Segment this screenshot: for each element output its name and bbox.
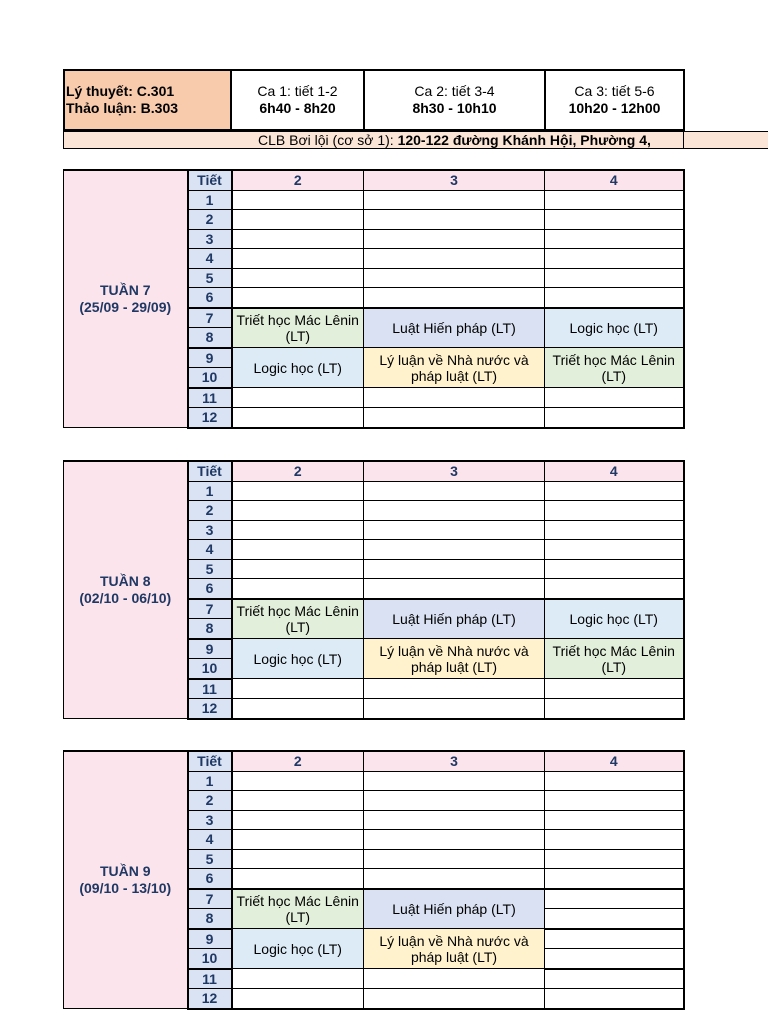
period-number: 4: [188, 830, 232, 850]
empty-cell: [545, 540, 684, 560]
empty-cell: [364, 229, 545, 249]
empty-cell: [232, 249, 364, 269]
class-cell[interactable]: Triết học Mác Lênin (LT): [545, 348, 684, 388]
empty-cell: [232, 699, 364, 719]
swim-club-row: [63, 131, 768, 149]
empty-cell: [545, 520, 684, 540]
empty-cell: [364, 579, 545, 599]
shift-1-time: 6h40 - 8h20: [259, 100, 336, 116]
week-label: [64, 461, 188, 719]
empty-cell: [545, 849, 684, 869]
day-header: 3: [364, 170, 545, 190]
shift-2-name: Ca 2: tiết 3-4: [414, 83, 495, 99]
empty-cell: [232, 810, 364, 830]
empty-cell: [364, 210, 545, 230]
empty-cell: [232, 559, 364, 579]
class-cell[interactable]: Lý luận về Nhà nước và pháp luật (LT): [364, 929, 545, 969]
empty-cell: [364, 408, 545, 428]
empty-cell: [545, 869, 684, 889]
class-cell[interactable]: Logic học (LT): [232, 348, 364, 388]
empty-cell: [545, 909, 684, 929]
empty-cell: [232, 771, 364, 791]
week-title: TUẦN 8: [99, 573, 151, 589]
header-table: [63, 69, 685, 131]
empty-cell: [232, 229, 364, 249]
empty-cell: [232, 481, 364, 501]
class-cell[interactable]: Luật Hiến pháp (LT): [364, 308, 545, 348]
week-title: TUẦN 7: [99, 282, 151, 298]
period-number: 8: [188, 619, 232, 639]
swim-club-address: 120-122 đường Khánh Hội, Phường 4,: [397, 132, 651, 148]
period-number: 5: [188, 559, 232, 579]
empty-cell: [232, 791, 364, 811]
empty-cell: [232, 540, 364, 560]
class-cell[interactable]: Logic học (LT): [232, 639, 364, 679]
empty-cell: [545, 699, 684, 719]
period-number: 10: [188, 368, 232, 388]
empty-cell: [364, 830, 545, 850]
day-header: 2: [232, 751, 364, 771]
empty-cell: [545, 229, 684, 249]
empty-cell: [545, 501, 684, 521]
period-number: 10: [188, 949, 232, 969]
period-number: 3: [188, 810, 232, 830]
week-label: [64, 751, 188, 1009]
empty-cell: [364, 520, 545, 540]
empty-cell: [364, 869, 545, 889]
empty-cell: [232, 679, 364, 699]
shift-2: [364, 70, 545, 130]
shift-1: [231, 70, 364, 130]
shift-3: [545, 70, 684, 130]
empty-cell: [364, 559, 545, 579]
empty-cell: [364, 190, 545, 210]
empty-cell: [545, 889, 684, 909]
empty-cell: [545, 791, 684, 811]
empty-cell: [545, 210, 684, 230]
class-cell[interactable]: Luật Hiến pháp (LT): [364, 889, 545, 929]
period-number: 11: [188, 388, 232, 408]
period-number: 2: [188, 210, 232, 230]
empty-cell: [364, 810, 545, 830]
period-number: 9: [188, 639, 232, 659]
period-number: 8: [188, 909, 232, 929]
empty-cell: [232, 989, 364, 1009]
period-number: 1: [188, 190, 232, 210]
week-label: [64, 170, 188, 428]
period-number: 4: [188, 249, 232, 269]
period-number: 1: [188, 771, 232, 791]
day-header: 4: [545, 170, 684, 190]
period-number: 2: [188, 791, 232, 811]
empty-cell: [232, 388, 364, 408]
period-number: 5: [188, 268, 232, 288]
empty-cell: [232, 520, 364, 540]
empty-cell: [364, 540, 545, 560]
week-dates: (09/10 - 13/10): [79, 880, 172, 896]
empty-cell: [545, 579, 684, 599]
empty-cell: [364, 481, 545, 501]
empty-cell: [364, 989, 545, 1009]
class-cell[interactable]: Triết học Mác Lênin (LT): [545, 639, 684, 679]
period-number: 8: [188, 328, 232, 348]
empty-cell: [545, 949, 684, 969]
week-table: [63, 460, 685, 720]
period-number: 12: [188, 699, 232, 719]
empty-cell: [545, 481, 684, 501]
period-number: 12: [188, 989, 232, 1009]
tiet-header: Tiết: [188, 751, 232, 771]
discussion-room: Thảo luận: B.303: [66, 100, 179, 116]
shift-3-time: 10h20 - 12h00: [568, 100, 661, 116]
empty-cell: [545, 408, 684, 428]
empty-cell: [545, 388, 684, 408]
empty-cell: [232, 869, 364, 889]
period-number: 11: [188, 679, 232, 699]
class-cell[interactable]: Logic học (LT): [232, 929, 364, 969]
period-number: 10: [188, 659, 232, 679]
period-number: 1: [188, 481, 232, 501]
empty-cell: [545, 929, 684, 949]
empty-cell: [232, 501, 364, 521]
empty-cell: [364, 969, 545, 989]
empty-cell: [545, 810, 684, 830]
period-number: 6: [188, 288, 232, 308]
class-cell[interactable]: Lý luận về Nhà nước và pháp luật (LT): [364, 348, 545, 388]
shift-2-time: 8h30 - 10h10: [412, 100, 497, 116]
empty-cell: [545, 989, 684, 1009]
empty-cell: [364, 699, 545, 719]
period-number: 9: [188, 348, 232, 368]
tiet-header: Tiết: [188, 461, 232, 481]
period-number: 9: [188, 929, 232, 949]
period-number: 4: [188, 540, 232, 560]
tiet-header: Tiết: [188, 170, 232, 190]
empty-cell: [545, 679, 684, 699]
week-title: TUẦN 9: [99, 863, 151, 879]
empty-cell: [364, 501, 545, 521]
empty-cell: [232, 408, 364, 428]
empty-cell: [545, 830, 684, 850]
empty-cell: [364, 388, 545, 408]
day-header: 4: [545, 751, 684, 771]
empty-cell: [232, 969, 364, 989]
period-number: 6: [188, 579, 232, 599]
period-number: 11: [188, 969, 232, 989]
period-number: 7: [188, 599, 232, 619]
period-number: 5: [188, 849, 232, 869]
swim-club-text: [258, 132, 651, 149]
empty-cell: [364, 288, 545, 308]
empty-cell: [545, 190, 684, 210]
week-dates: (25/09 - 29/09): [79, 299, 172, 315]
week-table: [63, 169, 685, 429]
day-header: 3: [364, 751, 545, 771]
empty-cell: [545, 268, 684, 288]
day-header: 2: [232, 461, 364, 481]
shift-3-name: Ca 3: tiết 5-6: [574, 83, 655, 99]
day-header: 2: [232, 170, 364, 190]
empty-cell: [545, 288, 684, 308]
period-number: 12: [188, 408, 232, 428]
theory-room: Lý thuyết: C.301: [66, 83, 175, 99]
empty-cell: [545, 969, 684, 989]
empty-cell: [232, 268, 364, 288]
class-cell[interactable]: Triết học Mác Lênin (LT): [232, 599, 364, 639]
room-info: [64, 70, 231, 130]
class-cell[interactable]: Triết học Mác Lênin (LT): [232, 308, 364, 348]
empty-cell: [545, 771, 684, 791]
week-table: [63, 750, 685, 1010]
period-number: 7: [188, 889, 232, 909]
class-cell[interactable]: Luật Hiến pháp (LT): [364, 599, 545, 639]
class-cell[interactable]: Triết học Mác Lênin (LT): [232, 889, 364, 929]
empty-cell: [545, 559, 684, 579]
empty-cell: [364, 679, 545, 699]
class-cell[interactable]: Logic học (LT): [545, 308, 684, 348]
class-cell[interactable]: Lý luận về Nhà nước và pháp luật (LT): [364, 639, 545, 679]
period-number: 7: [188, 308, 232, 328]
period-number: 3: [188, 520, 232, 540]
empty-cell: [364, 791, 545, 811]
class-cell[interactable]: Logic học (LT): [545, 599, 684, 639]
empty-cell: [232, 849, 364, 869]
divider: [683, 131, 684, 149]
day-header: 4: [545, 461, 684, 481]
empty-cell: [232, 210, 364, 230]
empty-cell: [364, 268, 545, 288]
period-number: 3: [188, 229, 232, 249]
empty-cell: [232, 288, 364, 308]
swim-club-prefix: CLB Bơi lội (cơ sở 1):: [258, 132, 398, 148]
period-number: 2: [188, 501, 232, 521]
week-dates: (02/10 - 06/10): [79, 590, 172, 606]
empty-cell: [232, 190, 364, 210]
empty-cell: [364, 249, 545, 269]
empty-cell: [232, 579, 364, 599]
day-header: 3: [364, 461, 545, 481]
empty-cell: [364, 849, 545, 869]
empty-cell: [232, 830, 364, 850]
period-number: 6: [188, 869, 232, 889]
empty-cell: [545, 249, 684, 269]
shift-1-name: Ca 1: tiết 1-2: [257, 83, 338, 99]
empty-cell: [364, 771, 545, 791]
